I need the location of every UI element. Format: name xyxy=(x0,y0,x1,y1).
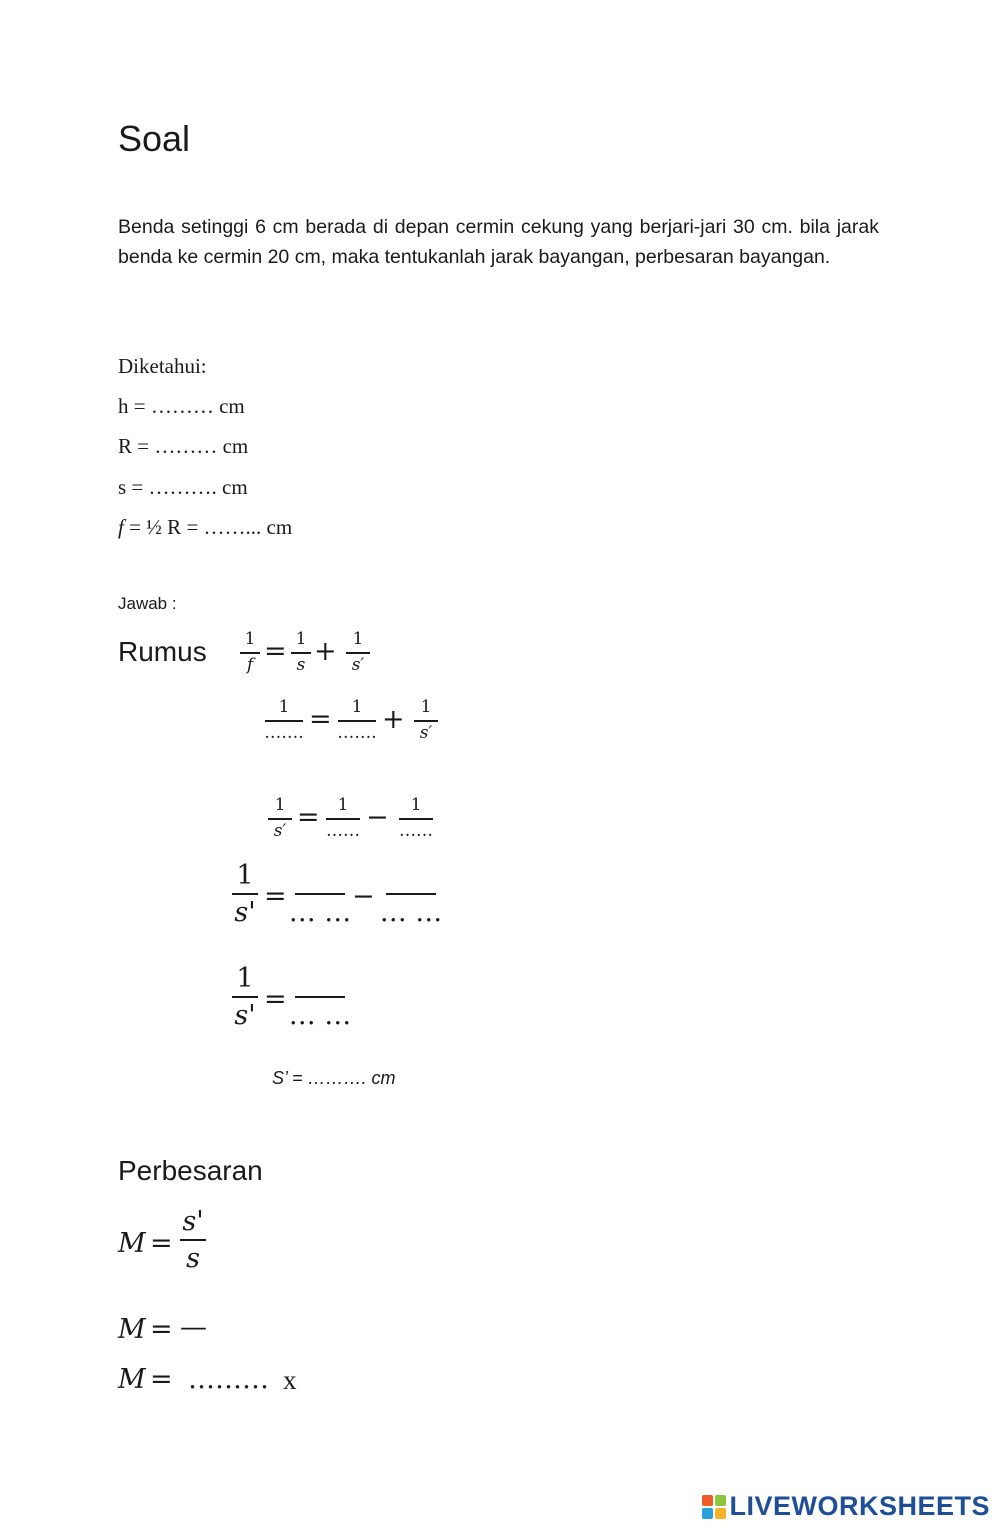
numerator: 1 xyxy=(244,629,256,649)
liveworksheets-logo xyxy=(702,1491,990,1522)
fraction-bar xyxy=(265,720,303,722)
logo-square xyxy=(715,1508,726,1519)
numerator: 1 xyxy=(351,697,363,717)
fraction-bar xyxy=(232,996,258,998)
rumus-label: Rumus xyxy=(118,636,207,667)
frac-1-over-s-prime xyxy=(346,630,370,675)
denominator: … … xyxy=(288,1000,352,1032)
frac-1-over-s xyxy=(291,630,311,675)
denominator: f xyxy=(246,654,254,675)
equals-sign: = xyxy=(150,1228,173,1259)
frac-1-over-s-prime-large xyxy=(232,860,258,928)
equals-sign: = xyxy=(264,984,287,1015)
frac-1-over-s-prime-large xyxy=(232,963,258,1031)
blank-dash: — xyxy=(180,1312,207,1343)
m-result-unit: x xyxy=(283,1365,297,1395)
equals-sign: = xyxy=(309,704,332,735)
frac-1-over-blank xyxy=(399,796,433,841)
fraction-bar xyxy=(414,720,438,722)
frac-s-prime-over-s xyxy=(180,1206,206,1274)
f-value: = ½ R = ……... cm xyxy=(123,515,293,539)
known-s: s = ………. cm xyxy=(118,475,248,499)
denominator: …… xyxy=(326,820,360,841)
denominator: … … xyxy=(379,897,443,929)
denominator: ……. xyxy=(337,722,377,743)
frac-1-over-blank xyxy=(265,698,303,743)
fraction-bar xyxy=(338,720,376,722)
diketahui-heading: Diketahui: xyxy=(118,354,207,378)
denominator: s xyxy=(296,654,306,675)
equals-sign: = xyxy=(264,636,287,667)
frac-1-over-f xyxy=(240,630,260,675)
frac-1-over-blank xyxy=(326,796,360,841)
logo-text: LIVEWORKSHEETS xyxy=(729,1491,990,1521)
equals-sign: = xyxy=(264,881,287,912)
plus-sign: + xyxy=(382,704,405,735)
logo-square xyxy=(715,1495,726,1506)
m-result-dots: ……… xyxy=(188,1364,269,1395)
f-symbol: f xyxy=(118,515,124,539)
minus-sign: − xyxy=(366,802,389,833)
minus-sign: − xyxy=(352,881,375,912)
known-r: R = ……… cm xyxy=(118,434,249,458)
logo-mark-icon xyxy=(702,1495,726,1519)
fraction-bar xyxy=(295,996,345,998)
numerator: 1 xyxy=(236,963,254,994)
fraction-bar xyxy=(346,652,370,654)
denominator: s xyxy=(186,1243,200,1275)
frac-blank-over-dots xyxy=(288,860,352,929)
fraction-bar xyxy=(240,652,260,654)
numerator: 1 xyxy=(278,697,290,717)
denominator: s′ xyxy=(273,820,287,841)
frac-blank-over-dots xyxy=(379,860,443,929)
numerator: 1 xyxy=(420,697,432,717)
frac-1-over-s-prime xyxy=(414,698,438,743)
numerator: 1 xyxy=(352,629,364,649)
denominator: …… xyxy=(399,820,433,841)
numerator: 1 xyxy=(236,860,254,891)
plus-sign: + xyxy=(314,636,337,667)
question-text: Benda setinggi 6 cm berada di depan cermin cekung yang berjari-jari 30 cm. bila jarak benda ke cermin 20 cm, maka tentukanlah jarak bayangan, perbesaran bayangan. xyxy=(118,216,879,268)
perbesaran-heading: Perbesaran xyxy=(118,1155,263,1186)
m-symbol: M xyxy=(118,1364,146,1395)
denominator: s' xyxy=(234,1000,256,1032)
m-symbol: M xyxy=(118,1314,146,1345)
fraction-bar xyxy=(268,818,292,820)
numerator: s' xyxy=(182,1206,204,1237)
numerator: 1 xyxy=(274,795,286,815)
fraction-bar xyxy=(326,818,360,820)
page-title: Soal xyxy=(118,118,191,159)
logo-square xyxy=(702,1508,713,1519)
fraction-bar xyxy=(399,818,433,820)
frac-1-over-s-prime xyxy=(268,796,292,841)
denominator: ……. xyxy=(264,722,304,743)
numerator: 1 xyxy=(295,629,307,649)
fraction-bar xyxy=(386,893,436,895)
denominator: s' xyxy=(234,897,256,929)
frac-1-over-blank xyxy=(338,698,376,743)
equals-sign: = xyxy=(150,1314,173,1345)
s-prime-result: S’ = ………. cm xyxy=(272,1068,396,1088)
known-f xyxy=(118,515,292,540)
denominator: s′ xyxy=(351,654,365,675)
fraction-bar xyxy=(295,893,345,895)
frac-blank-over-dots xyxy=(288,963,352,1032)
fraction-bar xyxy=(291,652,311,654)
logo-square xyxy=(702,1495,713,1506)
equals-sign: = xyxy=(297,802,320,833)
fraction-bar xyxy=(232,893,258,895)
m-symbol: M xyxy=(118,1228,146,1259)
denominator: s′ xyxy=(419,722,433,743)
jawab-label: Jawab : xyxy=(118,594,177,613)
numerator: 1 xyxy=(410,795,422,815)
equals-sign: = xyxy=(150,1364,173,1395)
denominator: … … xyxy=(288,897,352,929)
known-h: h = ……… cm xyxy=(118,394,245,418)
numerator: 1 xyxy=(337,795,349,815)
fraction-bar xyxy=(180,1239,206,1241)
